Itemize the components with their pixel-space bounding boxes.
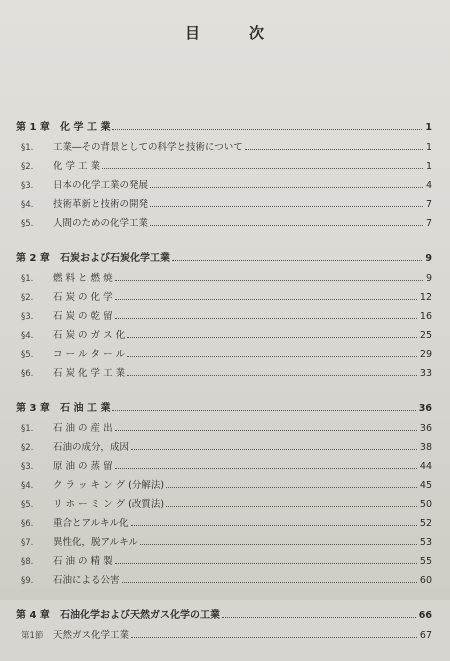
chapter-block: [16, 606, 432, 645]
dot-leader: [115, 280, 423, 281]
section-title: 人間のための化学工業: [53, 218, 149, 229]
section-number: §4.: [21, 200, 34, 210]
chapter-title: 石 油 工 業: [60, 403, 111, 414]
page-number: 1: [425, 142, 432, 153]
dot-leader: [115, 468, 417, 469]
section-entry: [16, 326, 432, 345]
section-entry: [16, 457, 432, 476]
title-char-2: 次: [249, 24, 266, 42]
section-number: §2.: [21, 293, 34, 303]
page-title: [0, 22, 450, 43]
dot-leader: [112, 410, 415, 411]
section-title: 天然ガス化学工業: [53, 630, 130, 641]
section-title: 石 炭 の 化 学: [53, 292, 113, 303]
chapter-number: 第 4 章: [16, 610, 50, 621]
chapter-title: 石油化学および天然ガス化学の工業: [60, 610, 220, 621]
dot-leader: [150, 206, 423, 207]
page-number: 1: [425, 122, 432, 133]
page-number: 55: [419, 556, 432, 567]
dot-leader: [122, 582, 417, 583]
chapter-heading: [16, 399, 432, 419]
section-entry: [16, 476, 432, 495]
chapter-title: 石炭および石炭化学工業: [60, 253, 170, 264]
section-title: 工業―その背景としての科学と技術について: [53, 142, 243, 153]
page-number: 53: [419, 537, 432, 548]
section-number: §5.: [21, 350, 34, 360]
section-number: §4.: [21, 481, 34, 491]
page-number: 25: [419, 330, 432, 341]
page-number: 60: [419, 575, 432, 586]
section-title: 異性化，脱アルキル: [53, 537, 139, 548]
section-title: 化 学 工 業: [53, 161, 101, 172]
section-entry: [16, 214, 432, 233]
dot-leader: [115, 430, 417, 431]
dot-leader: [172, 260, 422, 261]
section-title: 石 炭 の 乾 留: [53, 311, 113, 322]
page-number: 50: [419, 499, 432, 510]
dot-leader: [245, 149, 423, 150]
section-title: 原 油 の 蒸 留: [53, 461, 113, 472]
section-entry: [16, 571, 432, 590]
section-title: ク ラ ッ キ ン グ (分解法): [53, 480, 165, 491]
dot-leader: [222, 617, 416, 618]
page-number: 4: [425, 180, 432, 191]
section-entry: [16, 495, 432, 514]
section-number: §1.: [21, 424, 34, 434]
section-number: §8.: [21, 557, 34, 567]
section-number: §5.: [21, 219, 34, 229]
dot-leader: [131, 449, 417, 450]
section-entry: [16, 514, 432, 533]
section-number: §6.: [21, 519, 34, 529]
dot-leader: [115, 318, 417, 319]
chapter-block: [16, 118, 432, 233]
table-of-contents: [16, 118, 432, 661]
dot-leader: [115, 299, 417, 300]
page-number: 33: [419, 368, 432, 379]
section-number: §2.: [21, 443, 34, 453]
dot-leader: [150, 225, 423, 226]
section-title: 技術革新と技術の開発: [53, 199, 149, 210]
section-entry: [16, 176, 432, 195]
section-number: §3.: [21, 181, 34, 191]
page-number: 52: [419, 518, 432, 529]
section-entry: [16, 364, 432, 383]
dot-leader: [150, 187, 423, 188]
page-number: 45: [419, 480, 432, 491]
page-number: 44: [419, 461, 432, 472]
section-title: 燃 料 と 燃 焼: [53, 273, 113, 284]
section-title: 石油の成分，成因: [53, 442, 130, 453]
section-entry: [16, 288, 432, 307]
page-number: 36: [418, 403, 432, 414]
section-number: §2.: [21, 162, 34, 172]
section-number: §1.: [21, 143, 34, 153]
section-title: 石 油 の 精 製: [53, 556, 113, 567]
chapter-heading: [16, 249, 432, 269]
chapter-number: 第 2 章: [16, 253, 50, 264]
page-number: 7: [425, 218, 432, 229]
chapter-number: 第 1 章: [16, 122, 50, 133]
section-title: コ ー ル タ ー ル: [53, 349, 126, 360]
dot-leader: [131, 637, 417, 638]
section-number: §7.: [21, 538, 34, 548]
dot-leader: [127, 356, 417, 357]
dot-leader: [102, 168, 423, 169]
dot-leader: [166, 506, 417, 507]
section-entry: [16, 533, 432, 552]
page-number: 9: [425, 273, 432, 284]
page-number: 7: [425, 199, 432, 210]
page-number: 16: [419, 311, 432, 322]
section-title: 石 炭 の ガ ス 化: [53, 330, 126, 341]
section-title: 石 油 の 産 出: [53, 423, 113, 434]
section-title: 石油による公害: [53, 575, 120, 586]
page-number: 1: [425, 161, 432, 172]
section-number: §1.: [21, 274, 34, 284]
section-entry: [16, 626, 432, 645]
section-title: リ ホ ー ミ ン グ (改質法): [53, 499, 165, 510]
page-number: 38: [419, 442, 432, 453]
section-number: 第1節: [21, 631, 44, 641]
chapter-title: 化 学 工 業: [60, 122, 111, 133]
dot-leader: [112, 129, 422, 130]
dot-leader: [166, 487, 417, 488]
page-number: 12: [419, 292, 432, 303]
section-entry: [16, 419, 432, 438]
section-entry: [16, 552, 432, 571]
section-entry: [16, 195, 432, 214]
section-number: §4.: [21, 331, 34, 341]
section-title: 石 炭 化 学 工 業: [53, 368, 126, 379]
chapter-number: 第 3 章: [16, 403, 50, 414]
dot-leader: [131, 525, 417, 526]
section-entry: [16, 345, 432, 364]
dot-leader: [140, 544, 417, 545]
section-entry: [16, 269, 432, 288]
page-number: 9: [425, 253, 432, 264]
chapter-block: [16, 399, 432, 590]
chapter-block: [16, 249, 432, 383]
chapter-heading: [16, 118, 432, 138]
section-title: 日本の化学工業の発展: [53, 180, 149, 191]
dot-leader: [127, 375, 417, 376]
section-entry: [16, 157, 432, 176]
dot-leader: [127, 337, 417, 338]
section-title: 重合とアルキル化: [53, 518, 129, 529]
section-number: §5.: [21, 500, 34, 510]
chapter-heading: [16, 606, 432, 626]
section-number: §6.: [21, 369, 34, 379]
page-number: 67: [419, 630, 432, 641]
page-number: 36: [419, 423, 432, 434]
dot-leader: [115, 563, 417, 564]
title-char-1: 目: [184, 24, 201, 42]
section-entry: [16, 138, 432, 157]
page-number: 66: [418, 610, 432, 621]
section-number: §3.: [21, 462, 34, 472]
section-entry: [16, 438, 432, 457]
section-entry: [16, 307, 432, 326]
section-number: §9.: [21, 576, 34, 586]
page-number: 29: [419, 349, 432, 360]
section-number: §3.: [21, 312, 34, 322]
